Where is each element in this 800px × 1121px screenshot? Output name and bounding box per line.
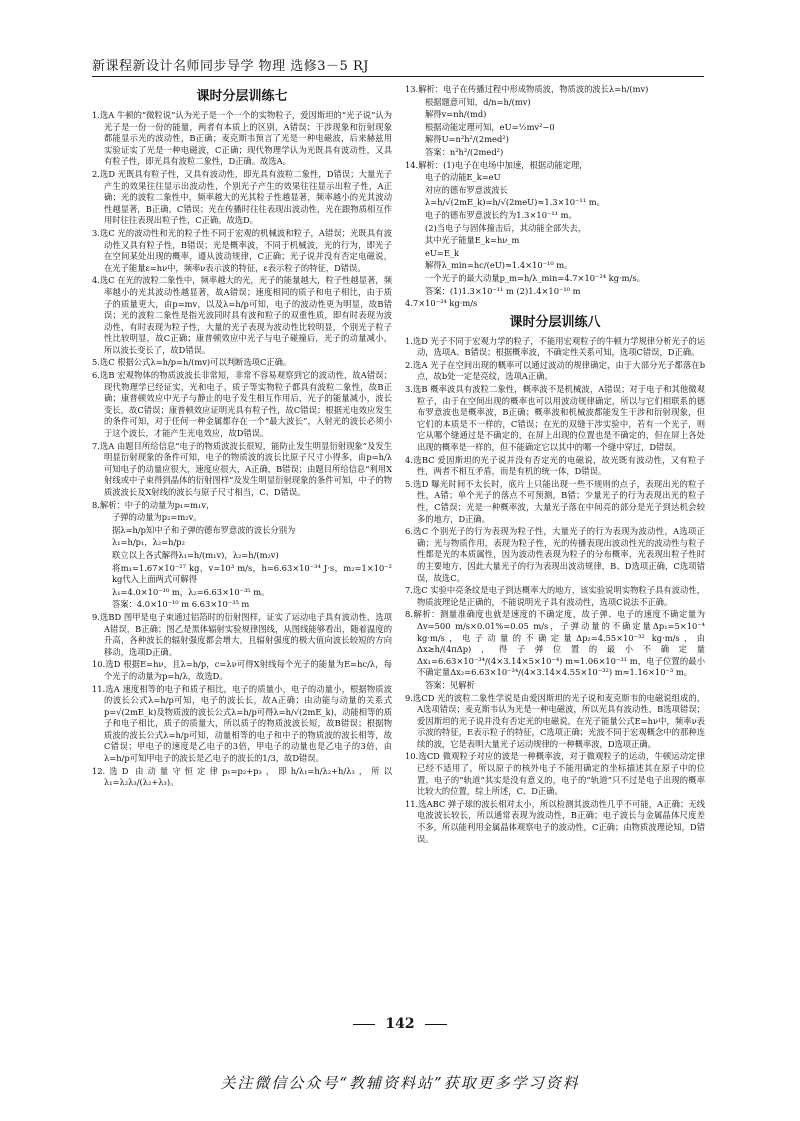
- page-number-wrap: [0, 1016, 800, 1032]
- answer-line: 8.解析：测量准确度也就是速度的不确定度，故子弹、电子的速度不确定量为Δv=500 m/s×0.01%=0.05 m/s，子弹动量的不确定量Δp₁=5×10⁻⁴ kg·m/s，电子动量的不确定量Δp₂=4.55×10⁻³² kg·m/s，由Δx≥h/(4πΔp)，得子弹位置的最小不确定量Δx₁=6.63×10⁻³⁴/(4×3.14×5×10⁻⁴) m≈1.06×10⁻³¹ m，电子位置的最小不确定量Δx₂=6.63×10⁻³⁴/(4×3.14×4.55×10⁻³²) m≈1.16×10⁻³ m。: [405, 609, 705, 678]
- answer-line: 答案：4.0×10⁻¹⁰ m 6.63×10⁻³⁵ m: [112, 599, 250, 610]
- answer-line: 13.解析：电子在传播过程中形成物质波，物质波的波长λ=h/(mv): [405, 84, 649, 94]
- answer-line: 11.选ABC 弹子球的波长相对太小，所以检测其波动性几乎不可能，A正确；无线电波波长较长，所以通常表现为波动性，B正确；电子波长与金属晶体尺度差不多，所以能利用金属晶体观察电子的波动性，C正确；由物质波理论知，D错误。: [405, 798, 705, 844]
- answer-line: 电子的动能E_k=eU: [425, 172, 501, 183]
- answer-line: 2.选D 光既具有粒子性，又具有波动性，即光具有波粒二象性，D错误；大量光子产生的效果往往显示出波动性，个别光子产生的效果往往显示出粒子性，A正确；光的波粒二象性中，频率越大的光其粒子性越显著，频率越小的光其波动性越显著，B正确，C错误；光在传播时往往表现出波动性，光在跟物质相互作用时往往表现出粒子性，C正确。故选D。: [92, 168, 392, 226]
- left-items: [92, 110, 392, 789]
- answer-line: 1.选A 牛顿的“微粒说”认为光子是一个一个的实物粒子，爱因斯坦的“光子说”认为光子是一份一份的能量，两者有本质上的区别，A错误；干涉现象和衍射现象都能显示光的波动性，B正确；麦克斯韦预言了光是一种电磁波，后来赫兹用实验证实了光是一种电磁波，C正确；现代物理学认为光既具有波动性，又具有粒子性，即光具有波粒二象性，D正确。故选A。: [92, 110, 392, 167]
- answer-line: 10.选CD 微观粒子对应的波是一种概率波，对于微观粒子的运动，牛顿运动定律已经不适用了，所以原子的核外电子不能用确定的坐标描述其在原子中的位置，电子的“轨道”其实是没有意义的，电子的“轨道”只不过是电子出现的概率比较大的位置，综上所述，C、D正确。: [405, 751, 705, 797]
- answer-line: 7.选C 实验中亮条纹是电子到达概率大的地方，该实验说明实物粒子具有波动性，物质波理论是正确的，不能说明光子具有波动性，选项C说法不正确。: [405, 585, 705, 607]
- answer-line: 对应的德布罗意波波长: [425, 184, 508, 195]
- answer-line: λ₁=4.0×10⁻¹⁰ m，λ₂=6.63×10⁻³⁵ m。: [112, 586, 270, 597]
- answer-line: 5.选D 曝光时间不太长时，底片上只能出现一些不规则的点子，表现出光的粒子性，A错；单个光子的落点不可预测，B错；少量光子的行为表现出光的粒子性，C错误；光是一种概率波，大量光子落在中间亮的部分是光子到达机会较多的地方，D正确。: [405, 478, 705, 524]
- answer-line: 3.选B 概率波具有波粒二象性，概率波不是机械波，A错误；对于电子和其他微观粒子，由于在空间出现的概率也可以用波动规律确定，所以与它们相联系的德布罗意波也是概率波，B正确；概率波和机械波都能发生干涉和衍射现象，但它们的本质是不一样的，C错误；在光的双缝干涉实验中，若有一个光子，则它从哪个缝通过是不确定的，在屏上出现的位置也是不确定的，但在屏上各处出现的概率是一样的，但不能确定它以其中的哪一个缝中穿过，D错误。: [405, 384, 705, 453]
- answer-line: 6.选B 宏观物体的物质波波长非常短，非常不容易观察到它的波动性，故A错误；现代物理学已经证实，光和电子、质子等实物粒子都具有波粒二象性，故B正确；康普顿效应中光子与静止的电子发生相互作用后，光子的能量减小，波长变长，故C错误；康普顿效应证明光具有粒子性，故C错误；根据光电效应发生的条件可知，对于任何一种金属都存在一个“最大波长”，入射光的波长必须小于这个波长，才能产生光电效应，故D错误。: [92, 370, 392, 439]
- answer-line: 5.选C 根据公式λ=h/p=h/(mv)可以判断选项C正确。: [92, 357, 292, 368]
- answer-line: 9.选BD 图甲是电子束通过铝箔时的衍射图样，证实了运动电子具有波动性，选项A错误，B正确；图乙是黑体辐射实验规律图线，从图线能够看出，随着温度的升高，各种波长的辐射强度都会增大，且辐射强度的极大值向波长较短的方向移动，选项D正确。: [92, 611, 392, 657]
- answer-line: 解得v=nh/(md): [425, 109, 487, 120]
- answer-line: 14.解析：(1)电子在电场中加速，根据动能定理，: [405, 159, 588, 170]
- answer-line: 答案：见解析: [425, 679, 475, 690]
- answer-line: 2.选A 光子在空间出现的概率可以通过波动的规律确定，由于大部分光子都落在b点，故b处一定是亮纹，选项A正确。: [405, 359, 705, 382]
- answer-line: 根据动能定理可知，eU=½mv²−0: [425, 121, 555, 132]
- answer-line: 子弹的动量为p₂=m₂v。: [112, 512, 202, 523]
- right-top-items: [405, 84, 705, 310]
- answer-line: λ₁=h/p₁，λ₂=h/p₂: [112, 537, 185, 548]
- answer-line: 4.选BC 爱因斯坦的光子说并没有否定光的电磁说，故光既有波动性，又有粒子性，两者不相互矛盾，而是有机的统一体，D错误。: [405, 454, 705, 477]
- answer-line: 12.选D 由动量守恒定律p₁=p₂+p₃，即h/λ₁=h/λ₂+h/λ₃，所以λ₁=λ₂λ₃/(λ₂+λ₃)。: [92, 765, 392, 788]
- answer-line: 4.选C 在光的波粒二象性中，频率越大的光，光子的能量越大，粒子性越显著，频率越小的光其波动性越显著，故A错误；速度相同的质子和电子相比，由于质子的质量更大，由p=mv，以及λ=h/p可知，电子的波动性更为明显，故B错误；光的波粒二象性是指光波同时具有波和粒子的双重性质，即有时表现为波动性，有时表现为粒子性，大量的光子表现为波动性比较明显，个别光子粒子性比较明显，故C正确；康普顿效应中光子与电子碰撞后，光子的动量减小，所以波长变长了，故D错误。: [92, 275, 392, 355]
- answer-line: 10.选D 根据E=hν，且λ=h/p，c=λν可得X射线每个光子的能量为E=hc/λ，每个光子的动量为p=h/λ，故选D。: [92, 659, 392, 681]
- page-number: 142: [385, 1016, 415, 1032]
- answer-line: 11.选A 速度相等的电子和质子相比，电子的质量小，电子的动量小，根据物质波的波长公式λ=h/p可知，电子的波长长，故A正确；由动能与动量的关系式p=√(2mE_k)及物质波的波长公式λ=h/p可得λ=h/√(2mE_k)，动能相等的质子和电子相比，质子的质量大，所以质子的物质波波长短，故B错误；根据物质波的波长公式λ=h/p可知，动量相等的电子和中子的物质波的波长相等，故C错误；甲电子的速度是乙电子的3倍，甲电子的动量也是乙电子的3倍，由λ=h/p可知甲电子的波长是乙电子的波长的1/3，故D错误。: [92, 683, 392, 764]
- answer-line: λ=h/√(2mE_k)=h/√(2meU)≈1.3×10⁻¹¹ m。: [425, 197, 605, 208]
- header-rule: [92, 76, 704, 77]
- right-column: [405, 84, 705, 846]
- answer-line: 解得U=n²h²/(2med²): [425, 134, 509, 145]
- section-title-8: 课时分层训练八: [509, 314, 601, 330]
- page-header: 新课程新设计名师同步导学 物理 选修3－5 RJ: [92, 59, 369, 74]
- dash-right: [425, 1024, 447, 1025]
- left-column: [92, 84, 392, 790]
- answer-line: 电子的德布罗意波长约为1.3×10⁻¹¹ m。: [425, 209, 577, 220]
- answer-line: 据λ=h/p知中子和子弹的德布罗意波的波长分别为: [112, 524, 296, 535]
- footer-note: 关注微信公众号“教辅资料站”获取更多学习资料: [220, 1074, 580, 1092]
- answer-line: 1.选D 光子不同于宏观力学的粒子，不能用宏观粒子的牛顿力学规律分析光子的运动，选项A、B错误；根据概率波，不确定性关系可知，选项C错误，D正确。: [405, 335, 705, 358]
- answer-line: 联立以上各式解得λ₁=h/(m₁v)，λ₂=h/(m₂v): [112, 549, 279, 560]
- answer-line: 4.7×10⁻²⁴ kg·m/s: [405, 298, 478, 309]
- answer-line: 解得λ_min=hc/(eU)≈1.4×10⁻¹⁰ m。: [425, 260, 573, 271]
- answer-line: 7.选A 由题目所给信息“电子的物质波波长很短，能防止发生明显衍射现象”及发生明显衍射现象的条件可知，电子的物质波的波长比原子尺寸小得多，由p=h/λ可知电子的动量应很大，速度应很大，A正确，B错误；由题目所给信息“利用X射线或中子束得到晶体的衍射图样”及发生明显衍射现象的条件可知，中子的物质波波长及X射线的波长与原子尺寸相当，C、D错误。: [92, 440, 392, 497]
- answer-line: 其中光子能量E_k=hν_m: [425, 235, 520, 246]
- answer-line: (2)当电子与固体撞击后，其动能全部失去，: [425, 222, 587, 233]
- answer-line: 8.解析：中子的动量为p₁=m₁v，: [92, 499, 215, 510]
- answer-line: 根据题意可知，d/n=h/(mv): [425, 96, 531, 107]
- section-title-7: 课时分层训练七: [196, 89, 288, 104]
- answer-line: 6.选C 个别光子的行为表现为粒子性，大量光子的行为表现为波动性，A选项正确；光与物质作用，表现为粒子性，光的传播表现出波动性光的波动性与粒子性都是光的本质属性，因为波动性表现为粒子的分布概率，光表现出粒子性时的主要地方，因此大量光子的行为表现出波动规律，B、D选项正确，C选项错误，故选C。: [405, 526, 705, 583]
- answer-line: 答案：n²h²/(2med²): [425, 146, 504, 157]
- answer-line: 9.选CD 光的波粒二象性学说是由爱因斯坦的光子说和麦克斯韦的电磁说组成的，A选项错误；麦克斯韦认为光是一种电磁波，所以光具有波动性，B选项错误；爱因斯坦的光子说并没有否定光的电磁说，在光子能量公式E=hν中，频率ν表示波的特征，E表示粒子的特征，C选项正确；光波不同于宏观概念中的那种连续的波，它是表明大量光子运动规律的一种概率波，D选项正确。: [405, 692, 705, 749]
- answer-line: 答案：(1)1.3×10⁻¹¹ m (2)1.4×10⁻¹⁰ m: [425, 285, 581, 296]
- right-bottom-items: [405, 336, 705, 846]
- answer-line: 一个光子的最大动量p_m=h/λ_min=4.7×10⁻²⁴ kg·m/s。: [425, 272, 645, 283]
- answer-line: 将m₁=1.67×10⁻²⁷ kg，v=10³ m/s，h=6.63×10⁻³⁴ J·s，m₂=1×10⁻² kg代入上面两式可解得: [112, 562, 392, 585]
- answer-line: 3.选C 光的波动性和光的粒子性不同于宏观的机械波和粒子，A错误；光既具有波动性又具有粒子性，B错误；光是概率波，不同于机械波，光的行为，即光子在空间某处出现的概率，遵从波动规律，C正确；光子说并没有否定电磁说，在光子能量ε=hν中，频率ν表示波的特征，ε表示粒子的特征，D错误。: [92, 227, 392, 273]
- dash-left: [353, 1024, 375, 1025]
- answer-line: eU=E_k: [425, 247, 460, 258]
